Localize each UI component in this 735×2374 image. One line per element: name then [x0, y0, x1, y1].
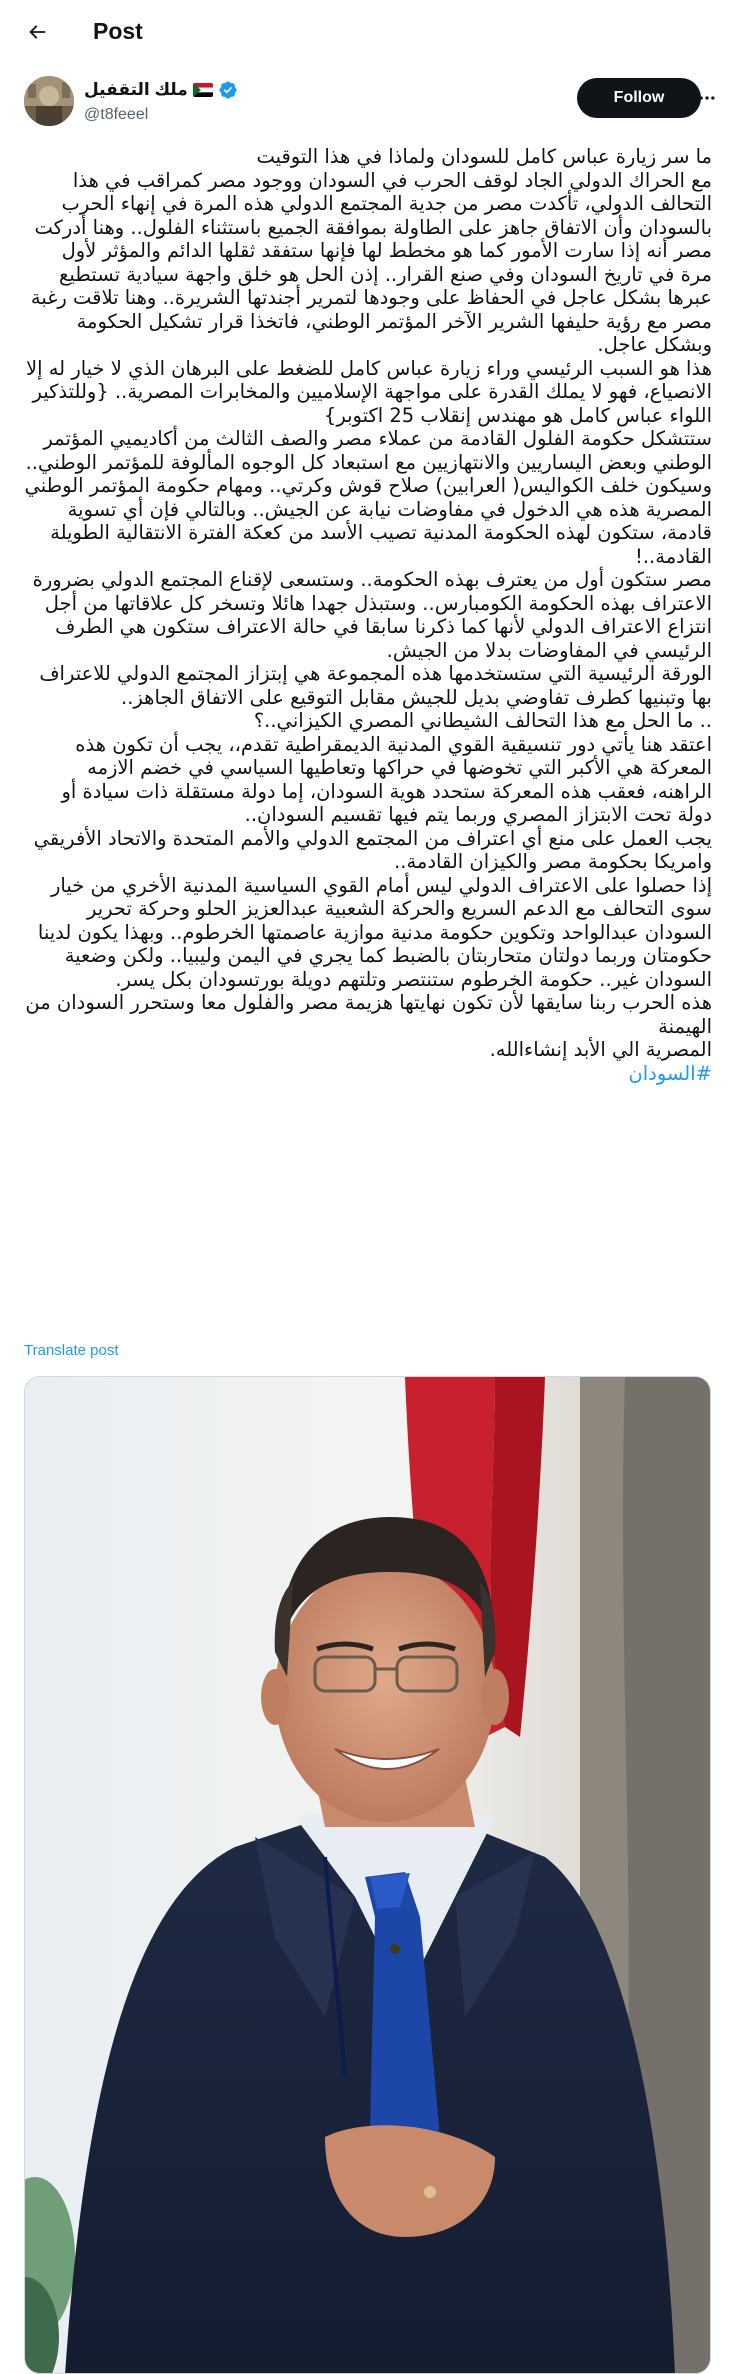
follow-button[interactable]: Follow	[577, 78, 701, 118]
arrow-left-icon	[26, 21, 48, 43]
post-paragraph: مصر ستكون أول من يعترف بهذه الحكومة.. وستسعى لإقناع المجتمع الدولي بضرورة الاعتراف بهذه الحكومة الكومبارس.. وستبذل جهدا هائلا وتسخر كل علاقاتها من أجل انتزاع الاعتراف الدولي لأنها كما ذكرنا سابقا في حالة الاعتراف ستكون هي الطرف الرئيسي في المفاوضات بدلا من الجيش.	[32, 568, 712, 662]
post-paragraph: الورقة الرئيسية التي ستستخدمها هذه المجموعة هي إبتزاز المجتمع الدولي للاعتراف بها وتبنيها كطرف تفاوضي بديل للجيش مقابل التوقيع على الاتفاق الجاهز..	[39, 662, 712, 709]
hashtag-link[interactable]: #السودان	[628, 1061, 712, 1085]
post-paragraph: يجب العمل على منع أي اعتراف من المجتمع الدولي والأمم المتحدة والاتحاد الأفريقي وامريكا بحكومة مصر والكيزان القادمة..	[33, 826, 712, 873]
more-horizontal-icon	[697, 88, 717, 108]
display-name[interactable]: ملك التقفيل	[84, 80, 188, 99]
post-paragraph: هذه الحرب ربنا سايقها لأن تكون نهايتها هزيمة مصر والفلول معا وستحرر السودان من الهيمنة المصرية الي الأبد إنشاءالله.	[25, 991, 712, 1061]
avatar[interactable]	[24, 76, 74, 126]
post-paragraph: هذا هو السبب الرئيسي وراء زيارة عباس كامل للضغط على البرهان الذي لا خيار له إلا الانصياع، فهو لا يملك القدرة على مواجهة الإسلاميين والمخابرات المصرية.. {وللتذكير اللواء عباس كامل هو مهندس إنقلاب 25 اكتوبر}	[25, 356, 712, 427]
post-header	[24, 72, 712, 128]
more-options-button[interactable]	[691, 82, 723, 114]
author-handle[interactable]: @t8feeel	[84, 106, 149, 123]
post-text	[24, 145, 712, 1085]
sudan-flag-icon	[193, 83, 213, 97]
author-names	[84, 78, 238, 126]
post-paragraph: اعتقد هنا يأتي دور تنسيقية القوي المدنية الديمقراطية تقدم،، يجب أن تكون هذه المعركة هي الأكبر التي تخوضها في حراكها وتعاطيها السياسي في خضم الازمه الراهنه، فعقب هذه المعركة ستحدد هوية السودان، إما دولة مستقلة ذات سيادة أو دولة تحت الابتزاز المصري وربما يتم فيها تقسيم السودان..	[61, 732, 712, 826]
display-name-row[interactable]	[84, 78, 238, 102]
back-button[interactable]	[20, 15, 54, 49]
post-paragraph: إذا حصلوا على الاعتراف الدولي ليس أمام القوي السياسية المدنية الأخري من خيار سوى التحالف مع الدعم السريع والحركة الشعبية عبدالعزيز الحلو وحركة تحرير السودان عبدالواحد وتكوين حكومة مدنية موازية عاصمتها الخرطوم.. وبهذا يكون لدينا حكومتان وربما دولتان متحاربتان بالضبط كما يجري في اليمن وليبيا.. ولكن وضعية السودان غير.. حكومة الخرطوم ستنتصر وتلتهم دويلة بورتسودان بكل يسر.	[37, 873, 712, 991]
top-bar	[0, 0, 735, 62]
post-paragraph: .. ما الحل مع هذا التحالف الشيطاني المصري الكيزاني..؟	[253, 709, 712, 732]
post-photo[interactable]	[24, 1376, 711, 2374]
verified-badge-icon	[218, 80, 238, 100]
post-paragraph: ما سر زيارة عباس كامل للسودان ولماذا في هذا التوقيت مع الحراك الدولي الجاد لوقف الحرب في السودان ووجود مصر كمراقب في هذا التحالف الدولي، تأكدت مصر من جدية المجتمع الدولي هذه المرة في إنهاء الحرب بالسودان وأن الاتفاق جاهز على الطاولة بموافقة الجميع باستثناء الفلول.. وهنا أدركت مصر أنه إذا سارت الأمور كما هو مخطط لها فإنها ستفقد ثقلها الدائم والمؤثر لأول مرة في تاريخ السودان وفي صنع القرار.. إذن الحل هو خلق واجهة سيادية تستطيع عبرها بشكل عاجل في الحفاظ على وجودها لتمرير أجندتها الشريرة.. وهنا تلاقت رغبة مصر مع رؤية حليفها الشرير الآخر المؤتمر الوطني، فاتخذا قرار تشكيل الحكومة وبشكل عاجل.	[30, 145, 712, 356]
translate-post-link[interactable]: Translate post	[24, 1342, 119, 1359]
page-title: Post	[93, 18, 143, 44]
post-paragraph: ستتشكل حكومة الفلول القادمة من عملاء مصر والصف الثالث من أكاديميي المؤتمر الوطني وبعض اليساريين والانتهازيين مع استبعاد كل الوجوه المألوفة للمؤتمر الوطني.. وسيكون خلف الكواليس( العرابين) صلاح قوش وكرتي.. ومهام حكومة المؤتمر الوطني المصرية هذه هي الدخول في مفاوضات نيابة عن الجيش.. وبالتالي فإن أي تسوية قادمة، ستكون لهذه الحكومة المدنية تصيب الأسد من كعكة الفترة الانتقالية الطويلة القادمة..!	[24, 427, 712, 568]
